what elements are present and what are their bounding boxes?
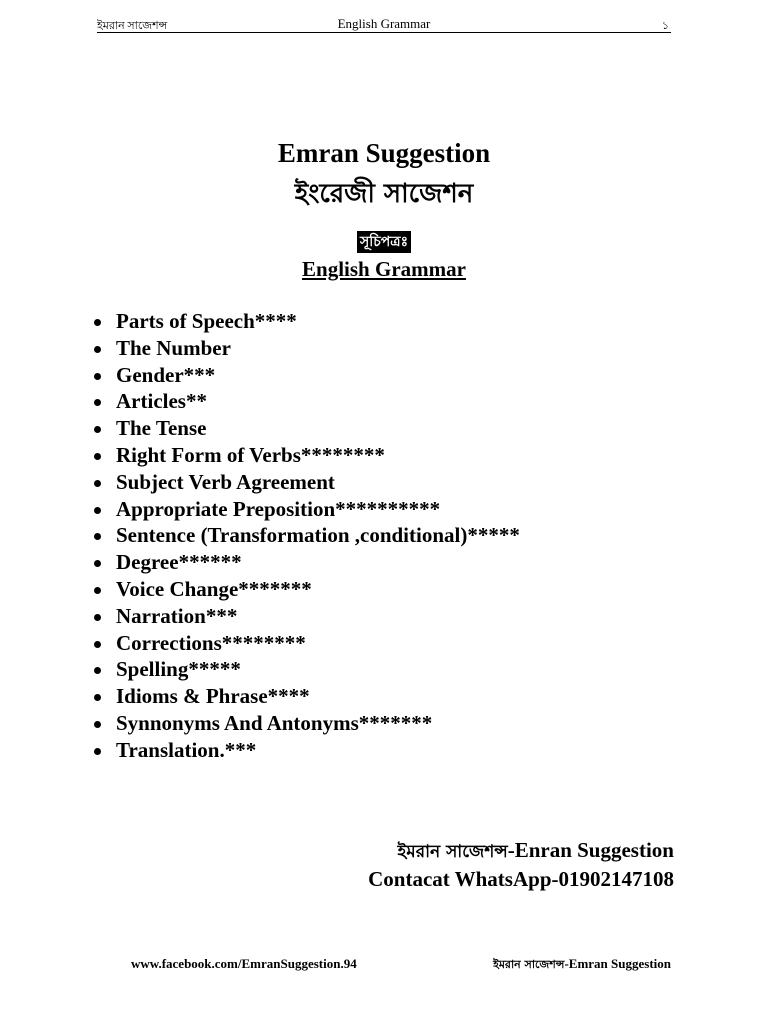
list-item [92,362,520,389]
list-item [92,656,520,683]
list-item-text: The Number [116,335,231,360]
list-item [92,308,520,335]
list-item-text: Subject Verb Agreement [116,469,335,494]
list-item [92,603,520,630]
bullet-icon [94,614,101,621]
list-item-text: Idioms & Phrase**** [116,684,310,709]
list-item-text: Spelling***** [116,657,241,682]
page-number: ১ [661,20,669,32]
footer-brand-english: -Emran Suggestion [564,956,671,971]
document-subtitle: ইংরেজী সাজেশন [294,179,474,209]
footer-brand [493,956,671,975]
list-item [92,442,520,469]
list-item-text: Sentence (Transformation ,conditional)***** [116,523,520,548]
signature-line [368,837,674,866]
list-item [92,335,520,362]
footer-brand-bengali: ইমরান সাজেশন্স [493,958,565,971]
bullet-icon [94,346,101,353]
list-item [92,469,520,496]
list-item-text: Synnonyms And Antonyms******* [116,710,433,735]
list-item [92,630,520,657]
bullet-icon [94,641,101,648]
list-item [92,737,520,764]
list-item-text: Gender*** [116,362,216,387]
list-item-text: Degree****** [116,550,242,575]
list-item [92,549,520,576]
header-left-text: ইমরান সাজেশন্স [97,20,168,32]
list-item [92,388,520,415]
list-item [92,576,520,603]
signature-bengali: ইমরান সাজেশন্স [397,842,508,862]
list-item [92,710,520,737]
list-item-text: Articles** [116,389,207,414]
bullet-icon [94,373,101,380]
bullet-icon [94,748,101,755]
bullet-icon [94,426,101,433]
bullet-icon [94,667,101,674]
bullet-icon [94,507,101,514]
toc-heading: English Grammar [302,257,466,281]
signature-english: -Enran Suggestion [507,838,674,862]
bullet-icon [94,480,101,487]
bullet-icon [94,453,101,460]
list-item [92,415,520,442]
topic-list [92,308,520,764]
toc-label: সূচিপত্রঃ [357,231,411,253]
toc-label-container [0,231,768,253]
list-item-text: Narration*** [116,603,238,628]
list-item-text: Corrections******** [116,630,306,655]
bullet-icon [94,721,101,728]
bullet-icon [94,694,101,701]
running-header [97,14,671,33]
list-item [92,522,520,549]
list-item-text: Voice Change******* [116,576,312,601]
list-item-text: Right Form of Verbs******** [116,442,385,467]
list-item-text: Appropriate Preposition********** [116,496,441,521]
list-item-text: Translation.*** [116,737,257,762]
signature-block [368,837,674,893]
list-item-text: Parts of Speech**** [116,309,297,333]
list-item-text: The Tense [116,416,207,441]
bullet-icon [94,560,101,567]
list-item [92,683,520,710]
bullet-icon [94,533,101,540]
bullet-icon [94,399,101,406]
contact-line: Contacat WhatsApp-01902147108 [368,867,674,891]
bullet-icon [94,587,101,594]
bullet-icon [94,319,101,326]
document-title: Emran Suggestion [277,138,491,168]
header-center-text: English Grammar [337,16,431,31]
facebook-link[interactable]: www.facebook.com/EmranSuggestion.94 [131,956,357,971]
list-item [92,496,520,523]
